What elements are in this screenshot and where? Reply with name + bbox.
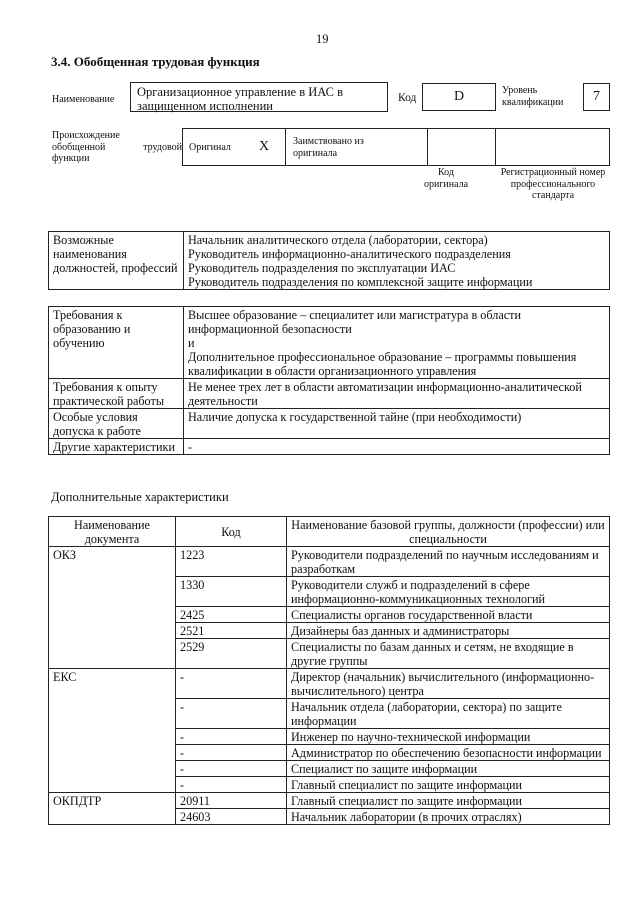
original-mark: X [259,139,270,154]
divider [427,129,428,165]
code-cell: - [176,729,287,745]
code-cell: 24603 [176,809,287,825]
doc-cell [49,607,176,623]
table-row [49,623,610,639]
name-value: Организационное управление в ИАС в защищенном исполнении [137,85,344,113]
title-cell: Начальник отдела (лаборатории, сектора) по защите информации [287,699,610,729]
original-label: Оригинал [189,142,231,153]
req-label: Требования к опыту практической работы [49,379,184,409]
code-cell: 2521 [176,623,287,639]
title-cell: Директор (начальник) вычислительного (информационно-вычислительного) центра [287,669,610,699]
req-line: Высшее образование – специалитет или магистратура в области информационной безопасности [188,308,522,336]
code-original-label: Код оригинала [423,167,469,190]
req-line: Дополнительное профессиональное образование – программы повышения квалификации в области организационного управления [188,350,577,378]
col-header: Наименование документа [49,517,176,547]
borrowed-label: Заимствовано из оригинала [293,136,364,159]
req-label: Другие характеристики [49,439,184,455]
req-value: - [184,439,610,455]
code-value: D [453,89,465,104]
code-cell: 1330 [176,577,287,607]
title-cell: Руководители служб и подразделений в сфере информационно-коммуникационных технологий [287,577,610,607]
table-row [49,639,610,669]
table-row [49,761,610,777]
doc-cell [49,761,176,777]
table-row [49,745,610,761]
code-cell: 2529 [176,639,287,669]
code-cell: 1223 [176,547,287,577]
doc-cell: ЕКС [49,669,176,699]
position-item: Руководитель подразделения по эксплуатации ИАС [188,261,456,275]
table-row [49,809,610,825]
divider [495,129,496,165]
doc-cell: ОКПДТР [49,793,176,809]
doc-cell [49,777,176,793]
position-item: Руководитель подразделения по комплексной защите информации [188,275,533,289]
origin-label [52,130,182,165]
code-cell: - [176,669,287,699]
req-line: и [188,336,195,350]
requirements-table [48,306,610,455]
name-value-box [130,82,388,112]
req-label: Требования к образованию и обучению [49,307,184,379]
positions-label: Возможные наименования должностей, профессий [49,232,184,290]
title-cell: Администратор по обеспечению безопасности информации [287,745,610,761]
origin-label-line3: функции [52,153,90,164]
level-value: 7 [593,89,600,104]
code-box [422,83,496,111]
col-header: Наименование базовой группы, должности (профессии) или специальности [287,517,610,547]
origin-label-line2b: трудовой [143,141,182,153]
code-cell: - [176,699,287,729]
positions-list [184,232,610,290]
code-cell: - [176,761,287,777]
divider [285,129,286,165]
table-row [49,777,610,793]
table-row [49,577,610,607]
doc-cell [49,809,176,825]
code-cell: - [176,745,287,761]
origin-box [182,128,610,166]
col-header: Код [176,517,287,547]
title-cell: Специалист по защите информации [287,761,610,777]
table-row [49,793,610,809]
page-number: 19 [316,32,329,46]
origin-label-line1: Происхождение [52,130,120,141]
title-cell: Специалисты органов государственной власти [287,607,610,623]
code-cell: 2425 [176,607,287,623]
table-row [49,699,610,729]
title-cell: Дизайнеры баз данных и администраторы [287,623,610,639]
req-value: Наличие допуска к государственной тайне (при необходимости) [184,409,610,439]
level-label: Уровень квалификации [502,85,564,108]
title-cell: Инженер по научно-технической информации [287,729,610,745]
table-row [49,607,610,623]
doc-cell [49,639,176,669]
table-row [49,547,610,577]
additional-table [48,516,610,825]
title-cell: Специалисты по базам данных и сетям, не входящие в другие группы [287,639,610,669]
position-item: Начальник аналитического отдела (лаборатории, сектора) [188,233,488,247]
doc-cell [49,699,176,729]
origin-label-line2: обобщенной [52,141,106,153]
req-value [184,307,610,379]
req-value: Не менее трех лет в области автоматизации информационно-аналитической деятельности [184,379,610,409]
position-item: Руководитель информационно-аналитического подразделения [188,247,511,261]
title-cell: Главный специалист по защите информации [287,793,610,809]
table-row [49,669,610,699]
doc-cell [49,623,176,639]
doc-cell [49,577,176,607]
positions-table [48,231,610,290]
additional-title: Дополнительные характеристики [51,490,229,504]
section-title: 3.4. Обобщенная трудовая функция [51,54,260,69]
name-label: Наименование [52,94,115,105]
reg-number-label: Регистрационный номер профессионального стандарта [500,167,606,201]
doc-cell [49,729,176,745]
code-cell: 20911 [176,793,287,809]
code-label: Код [398,92,417,104]
req-label: Особые условия допуска к работе [49,409,184,439]
code-cell: - [176,777,287,793]
title-cell: Руководители подразделений по научным исследованиям и разработкам [287,547,610,577]
doc-cell: ОКЗ [49,547,176,577]
table-row [49,729,610,745]
doc-cell [49,745,176,761]
title-cell: Начальник лаборатории (в прочих отраслях) [287,809,610,825]
level-box [583,83,610,111]
title-cell: Главный специалист по защите информации [287,777,610,793]
